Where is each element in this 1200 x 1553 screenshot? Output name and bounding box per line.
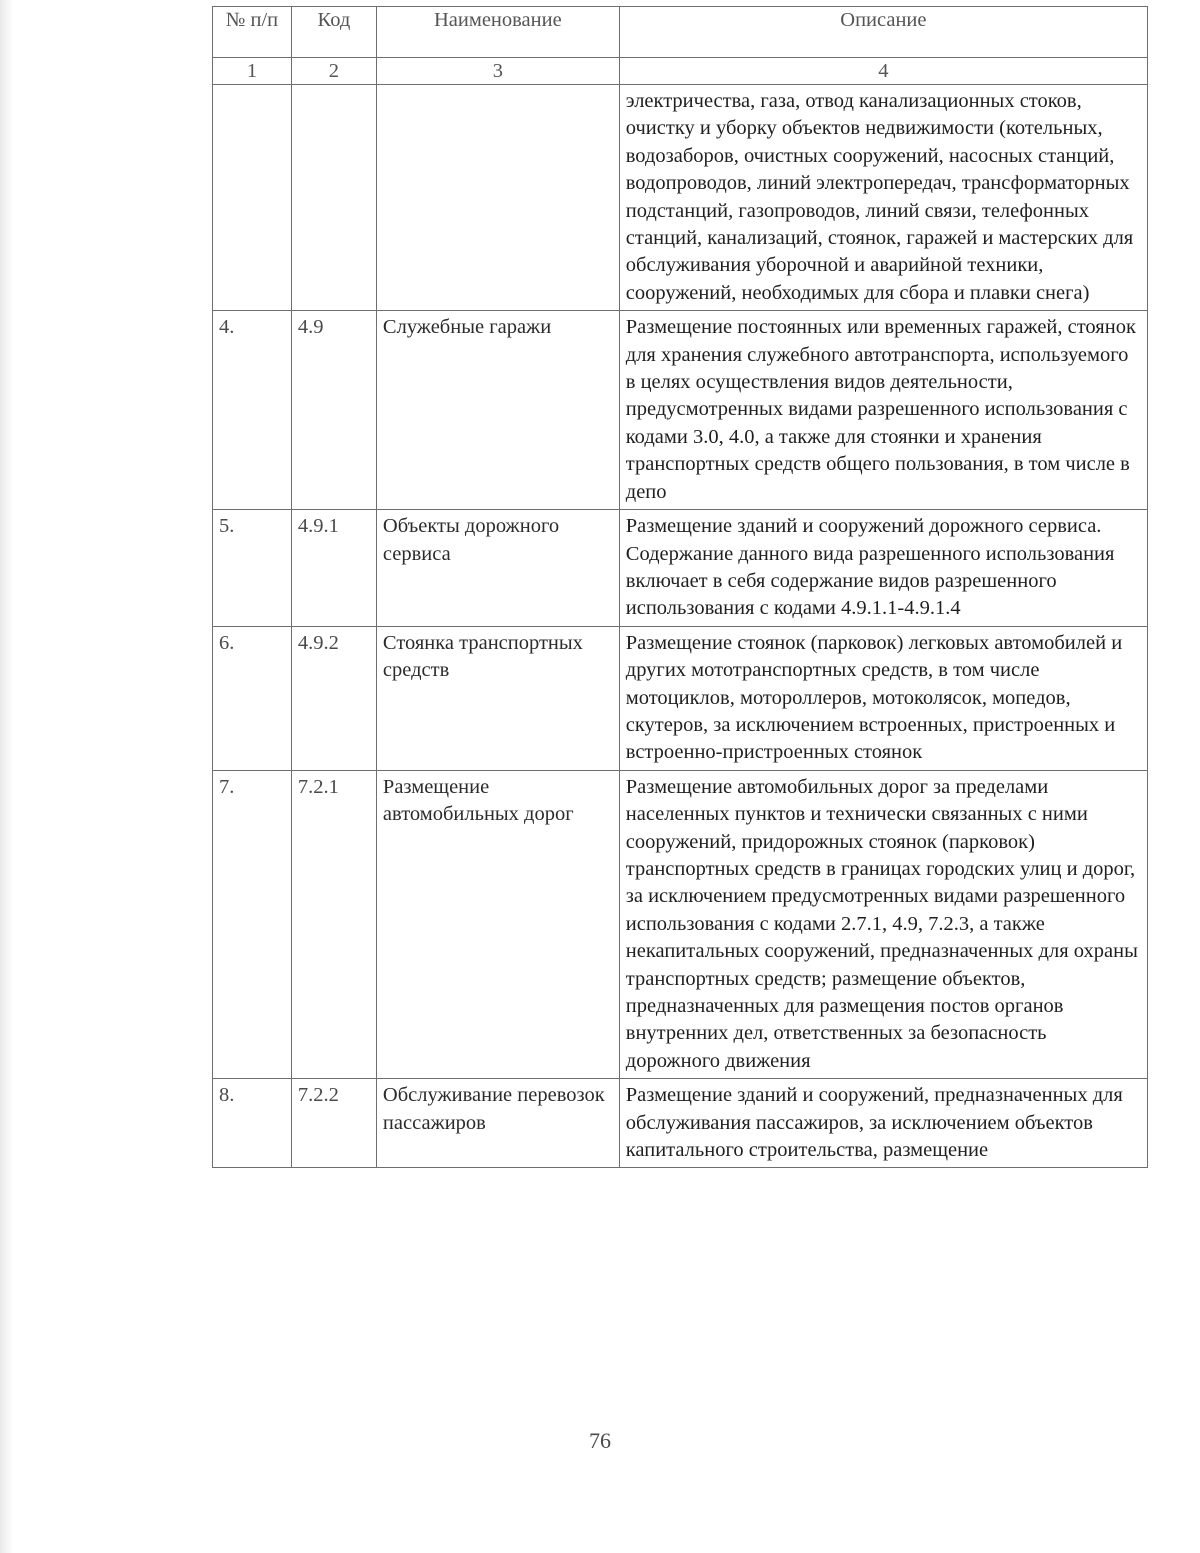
page-number: 76	[589, 1428, 611, 1453]
header-row	[213, 7, 1148, 58]
column-number-1: 1	[213, 58, 292, 85]
row-number: 5.	[213, 510, 292, 627]
row-code: 4.9.1	[291, 510, 376, 627]
header-description: Описание	[619, 7, 1147, 58]
table-row	[213, 626, 1148, 770]
land-use-table	[212, 6, 1148, 1168]
table-row	[213, 85, 1148, 311]
column-number-2: 2	[291, 58, 376, 85]
row-description: Размещение зданий и сооружений дорожного сервиса. Содержание данного вида разрешенного использования включает в себя содержание видов разрешенного использования с кодами 4.9.1.1-4.9.1.4	[619, 510, 1147, 627]
row-name: Размещение автомобильных дорог	[376, 770, 619, 1078]
row-name: Стоянка транспортных средств	[376, 626, 619, 770]
row-name: Объекты дорожного сервиса	[376, 510, 619, 627]
row-description: Размещение автомобильных дорог за пределами населенных пунктов и технически связанных с ними сооружений, придорожных стоянок (парковок) транспортных средств в границах городских улиц и дорог, за исключением предусмотренных видами разрешенного использования с кодами 2.7.1, 4.9, 7.2.3, а также некапитальных сооружений, предназначенных для охраны транспортных средств; размещение объектов, предназначенных для размещения постов органов внутренних дел, ответственных за безопасность дорожного движения	[619, 770, 1147, 1078]
column-number-row	[213, 58, 1148, 85]
row-code: 4.9	[291, 311, 376, 510]
row-code	[291, 85, 376, 311]
table-row	[213, 770, 1148, 1078]
row-description: электричества, газа, отвод канализационных стоков, очистку и уборку объектов недвижимости (котельных, водозаборов, очистных сооружений, насосных станций, водопроводов, линий электропередач, трансформаторных подстанций, газопроводов, линий связи, телефонных станций, канализаций, стоянок, гаражей и мастерских для обслуживания уборочной и аварийной техники, сооружений, необходимых для сбора и плавки снега)	[619, 85, 1147, 311]
row-description: Размещение зданий и сооружений, предназначенных для обслуживания пассажиров, за исключением объектов капитального строительства, размещение	[619, 1079, 1147, 1168]
row-description: Размещение постоянных или временных гаражей, стоянок для хранения служебного автотранспорта, используемого в целях осуществления видов деятельности, предусмотренных видами разрешенного использования с кодами 3.0, 4.0, а также для стоянки и хранения транспортных средств общего пользования, в том числе в депо	[619, 311, 1147, 510]
row-number: 6.	[213, 626, 292, 770]
table-row	[213, 311, 1148, 510]
row-name: Обслуживание перевозок пассажиров	[376, 1079, 619, 1168]
row-code: 7.2.1	[291, 770, 376, 1078]
row-number: 8.	[213, 1079, 292, 1168]
row-name	[376, 85, 619, 311]
table-row	[213, 1079, 1148, 1168]
row-number	[213, 85, 292, 311]
column-number-3: 3	[376, 58, 619, 85]
row-code: 7.2.2	[291, 1079, 376, 1168]
row-number: 4.	[213, 311, 292, 510]
scan-edge-shadow	[0, 0, 14, 1553]
header-number: № п/п	[213, 7, 292, 58]
header-code: Код	[291, 7, 376, 58]
row-description: Размещение стоянок (парковок) легковых автомобилей и других мототранспортных средств, в том числе мотоциклов, мотороллеров, мотоколясок, мопедов, скутеров, за исключением встроенных, пристроенных и встроенно-пристроенных стоянок	[619, 626, 1147, 770]
row-number: 7.	[213, 770, 292, 1078]
header-name: Наименование	[376, 7, 619, 58]
row-code: 4.9.2	[291, 626, 376, 770]
table-row	[213, 510, 1148, 627]
column-number-4: 4	[619, 58, 1147, 85]
row-name: Служебные гаражи	[376, 311, 619, 510]
